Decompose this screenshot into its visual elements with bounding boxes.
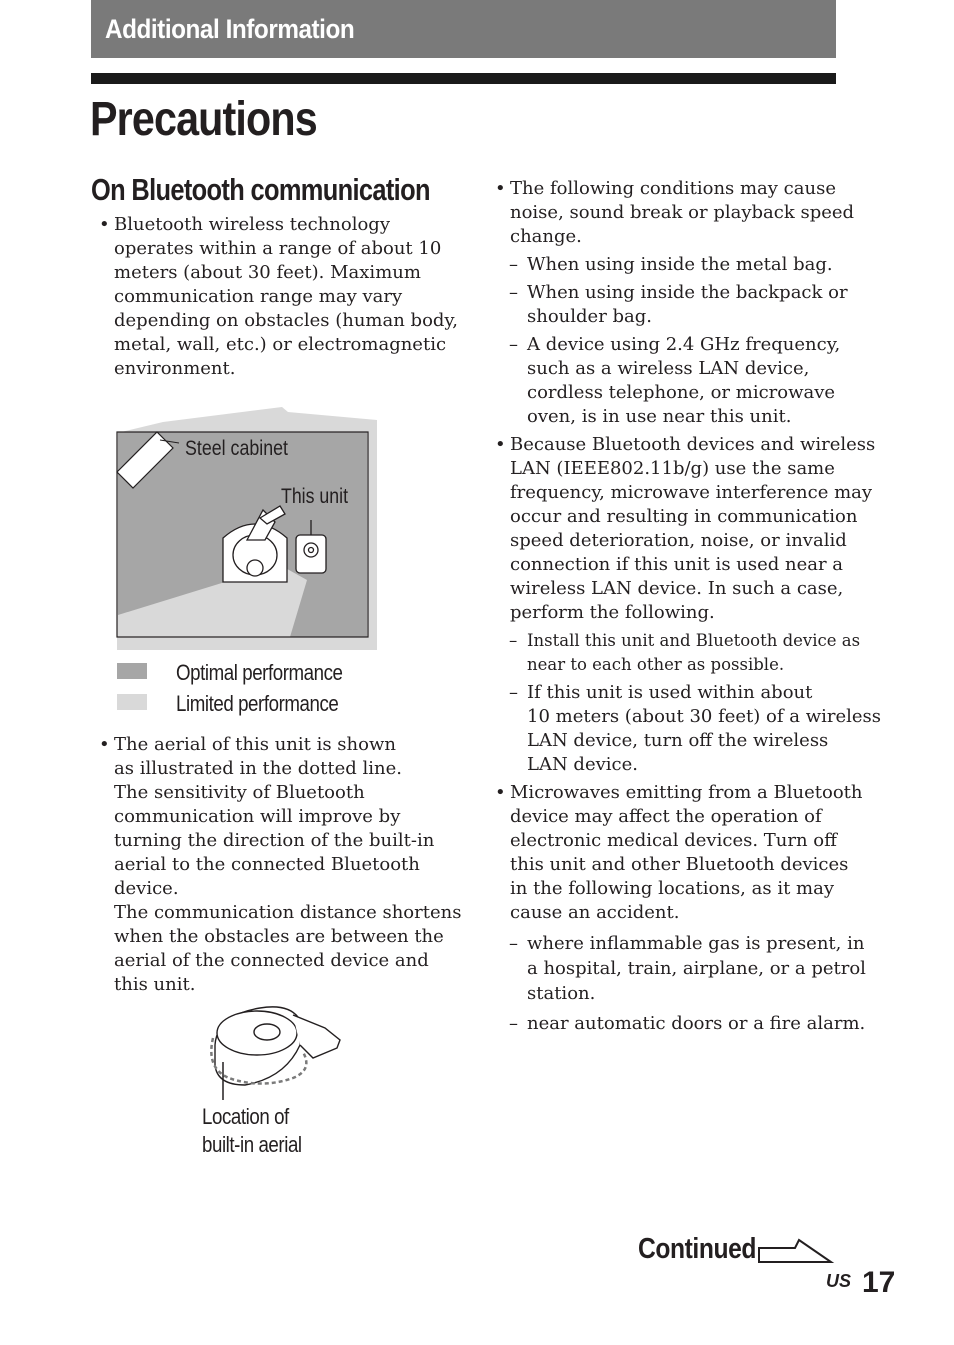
condition-backpack bbox=[495, 281, 848, 329]
location-doors-alarm-text bbox=[527, 1012, 866, 1036]
text-line: The communication distance shortens bbox=[114, 902, 462, 923]
text-line: shoulder bag. bbox=[527, 306, 653, 327]
legend-limited bbox=[117, 691, 437, 722]
swatch-optimal bbox=[117, 663, 147, 679]
lan-turn-off-text bbox=[527, 681, 882, 777]
section-title: Additional Information bbox=[105, 14, 355, 44]
location-flammable-text bbox=[527, 931, 866, 1006]
text-line: Bluetooth wireless technology bbox=[114, 214, 390, 235]
dash-mark: – bbox=[509, 1013, 518, 1034]
legend-optimal-label: Optimal performance bbox=[176, 660, 343, 685]
bullet-wireless-lan bbox=[495, 433, 876, 625]
text-line: connection if this unit is used near a bbox=[510, 554, 844, 575]
condition-2-4ghz bbox=[495, 333, 840, 429]
text-line: this unit and other Bluetooth devices bbox=[510, 854, 849, 875]
lan-install-near bbox=[495, 629, 861, 677]
text-line: oven, is in use near this unit. bbox=[527, 406, 792, 427]
text-line: cordless telephone, or microwave bbox=[527, 382, 836, 403]
page-language-code: US bbox=[826, 1271, 852, 1291]
text-line: such as a wireless LAN device, bbox=[527, 358, 810, 379]
header-rule bbox=[91, 73, 836, 84]
text-line: near to each other as possible. bbox=[527, 655, 785, 674]
dash-mark: – bbox=[509, 334, 518, 355]
text-line: where inflammable gas is present, in bbox=[527, 933, 865, 954]
text-line: frequency, microwave interference may bbox=[510, 482, 873, 503]
text-line: The sensitivity of Bluetooth bbox=[114, 782, 365, 803]
bullet-mark: • bbox=[99, 734, 110, 755]
text-line: A device using 2.4 GHz frequency, bbox=[527, 334, 841, 355]
text-line: environment. bbox=[114, 358, 236, 379]
dash-mark: – bbox=[509, 682, 518, 703]
location-doors-alarm bbox=[495, 1012, 866, 1036]
left-column-bottom bbox=[99, 733, 462, 997]
continued-arrow-icon bbox=[757, 1238, 835, 1266]
text-line: If this unit is used within about bbox=[527, 682, 813, 703]
text-line: When using inside the metal bag. bbox=[527, 254, 833, 275]
text-line: cause an accident. bbox=[510, 902, 680, 923]
text-line: When using inside the backpack or bbox=[527, 282, 848, 303]
label-steel-cabinet: Steel cabinet bbox=[185, 437, 289, 460]
text-line: metal, wall, etc.) or electromagnetic bbox=[114, 334, 447, 355]
text-line: aerial to the connected Bluetooth bbox=[114, 854, 420, 875]
performance-illustration bbox=[115, 400, 385, 650]
lan-install-near-text bbox=[527, 629, 861, 677]
section-header-bar bbox=[91, 0, 836, 58]
text-line: Because Bluetooth devices and wireless bbox=[510, 434, 876, 455]
text-line: station. bbox=[527, 983, 596, 1004]
aerial-caption-line1: Location of bbox=[202, 1104, 289, 1129]
bullet-aerial bbox=[99, 733, 462, 997]
bullet-conditions-text bbox=[510, 177, 855, 249]
bullet-aerial-text bbox=[114, 733, 462, 997]
text-line: Install this unit and Bluetooth device as bbox=[527, 631, 861, 650]
text-line: speed deterioration, noise, or invalid bbox=[510, 530, 847, 551]
condition-2-4ghz-text bbox=[527, 333, 840, 429]
lan-turn-off bbox=[495, 681, 882, 777]
page-title: Precautions bbox=[90, 93, 317, 146]
legend-limited-label: Limited performance bbox=[176, 691, 339, 716]
continued-label: Continued bbox=[638, 1233, 757, 1265]
text-line: Microwaves emitting from a Bluetooth bbox=[510, 782, 863, 803]
label-this-unit: This unit bbox=[281, 485, 349, 508]
condition-metal-bag-text bbox=[527, 253, 840, 277]
left-column-top bbox=[99, 213, 458, 381]
condition-metal-bag bbox=[495, 253, 840, 277]
text-line: this unit. bbox=[114, 974, 196, 995]
text-line: depending on obstacles (human body, bbox=[114, 310, 458, 331]
text-line: aerial of the connected device and bbox=[114, 950, 429, 971]
dash-mark: – bbox=[509, 631, 518, 650]
dash-mark: – bbox=[509, 282, 518, 303]
bullet-mark: • bbox=[495, 178, 506, 199]
dash-mark: – bbox=[509, 254, 518, 275]
text-line: change. bbox=[510, 226, 582, 247]
device-button bbox=[254, 1024, 280, 1040]
legend-optimal bbox=[117, 660, 437, 691]
text-line: The following conditions may cause bbox=[510, 178, 836, 199]
text-line: when the obstacles are between the bbox=[114, 926, 444, 947]
text-line: device may affect the operation of bbox=[510, 806, 822, 827]
bullet-range-text bbox=[114, 213, 458, 381]
subsection-heading: On Bluetooth communication bbox=[91, 172, 430, 207]
text-line: perform the following. bbox=[510, 602, 715, 623]
aerial-caption bbox=[202, 1103, 302, 1159]
text-line: as illustrated in the dotted line. bbox=[114, 758, 402, 779]
bullet-microwaves bbox=[495, 781, 863, 925]
location-flammable bbox=[495, 931, 866, 1006]
device-connector bbox=[293, 1015, 340, 1058]
bullet-microwaves-text bbox=[510, 781, 863, 925]
device-aerial-illustration bbox=[205, 1000, 350, 1100]
bullet-mark: • bbox=[495, 434, 506, 455]
text-line: occur and resulting in communication bbox=[510, 506, 858, 527]
text-line: a hospital, train, airplane, or a petrol bbox=[527, 958, 866, 979]
text-line: in the following locations, as it may bbox=[510, 878, 834, 899]
text-line: device. bbox=[114, 878, 179, 899]
performance-legend bbox=[117, 660, 437, 722]
text-line: 10 meters (about 30 feet) of a wireless bbox=[527, 706, 882, 727]
bullet-range bbox=[99, 213, 458, 381]
text-line: The aerial of this unit is shown bbox=[114, 734, 396, 755]
text-line: communication range may vary bbox=[114, 286, 403, 307]
text-line: communication will improve by bbox=[114, 806, 401, 827]
dash-mark: – bbox=[509, 933, 518, 954]
text-line: LAN (IEEE802.11b/g) use the same bbox=[510, 458, 835, 479]
bullet-mark: • bbox=[495, 782, 506, 803]
text-line: noise, sound break or playback speed bbox=[510, 202, 855, 223]
text-line: turning the direction of the built-in bbox=[114, 830, 435, 851]
text-line: electronic medical devices. Turn off bbox=[510, 830, 837, 851]
swatch-limited bbox=[117, 694, 147, 710]
text-line: LAN device, turn off the wireless bbox=[527, 730, 829, 751]
right-column bbox=[495, 177, 882, 1036]
aerial-caption-line2: built-in aerial bbox=[202, 1132, 302, 1157]
text-line: meters (about 30 feet). Maximum bbox=[114, 262, 421, 283]
text-line: operates within a range of about 10 bbox=[114, 238, 442, 259]
page-number: 17 bbox=[862, 1266, 896, 1299]
text-line: wireless LAN device. In such a case, bbox=[510, 578, 844, 599]
bullet-mark: • bbox=[99, 214, 110, 235]
bullet-conditions bbox=[495, 177, 855, 249]
bullet-wireless-lan-text bbox=[510, 433, 876, 625]
text-line: near automatic doors or a fire alarm. bbox=[527, 1013, 866, 1034]
text-line: LAN device. bbox=[527, 754, 638, 775]
condition-backpack-text bbox=[527, 281, 848, 329]
